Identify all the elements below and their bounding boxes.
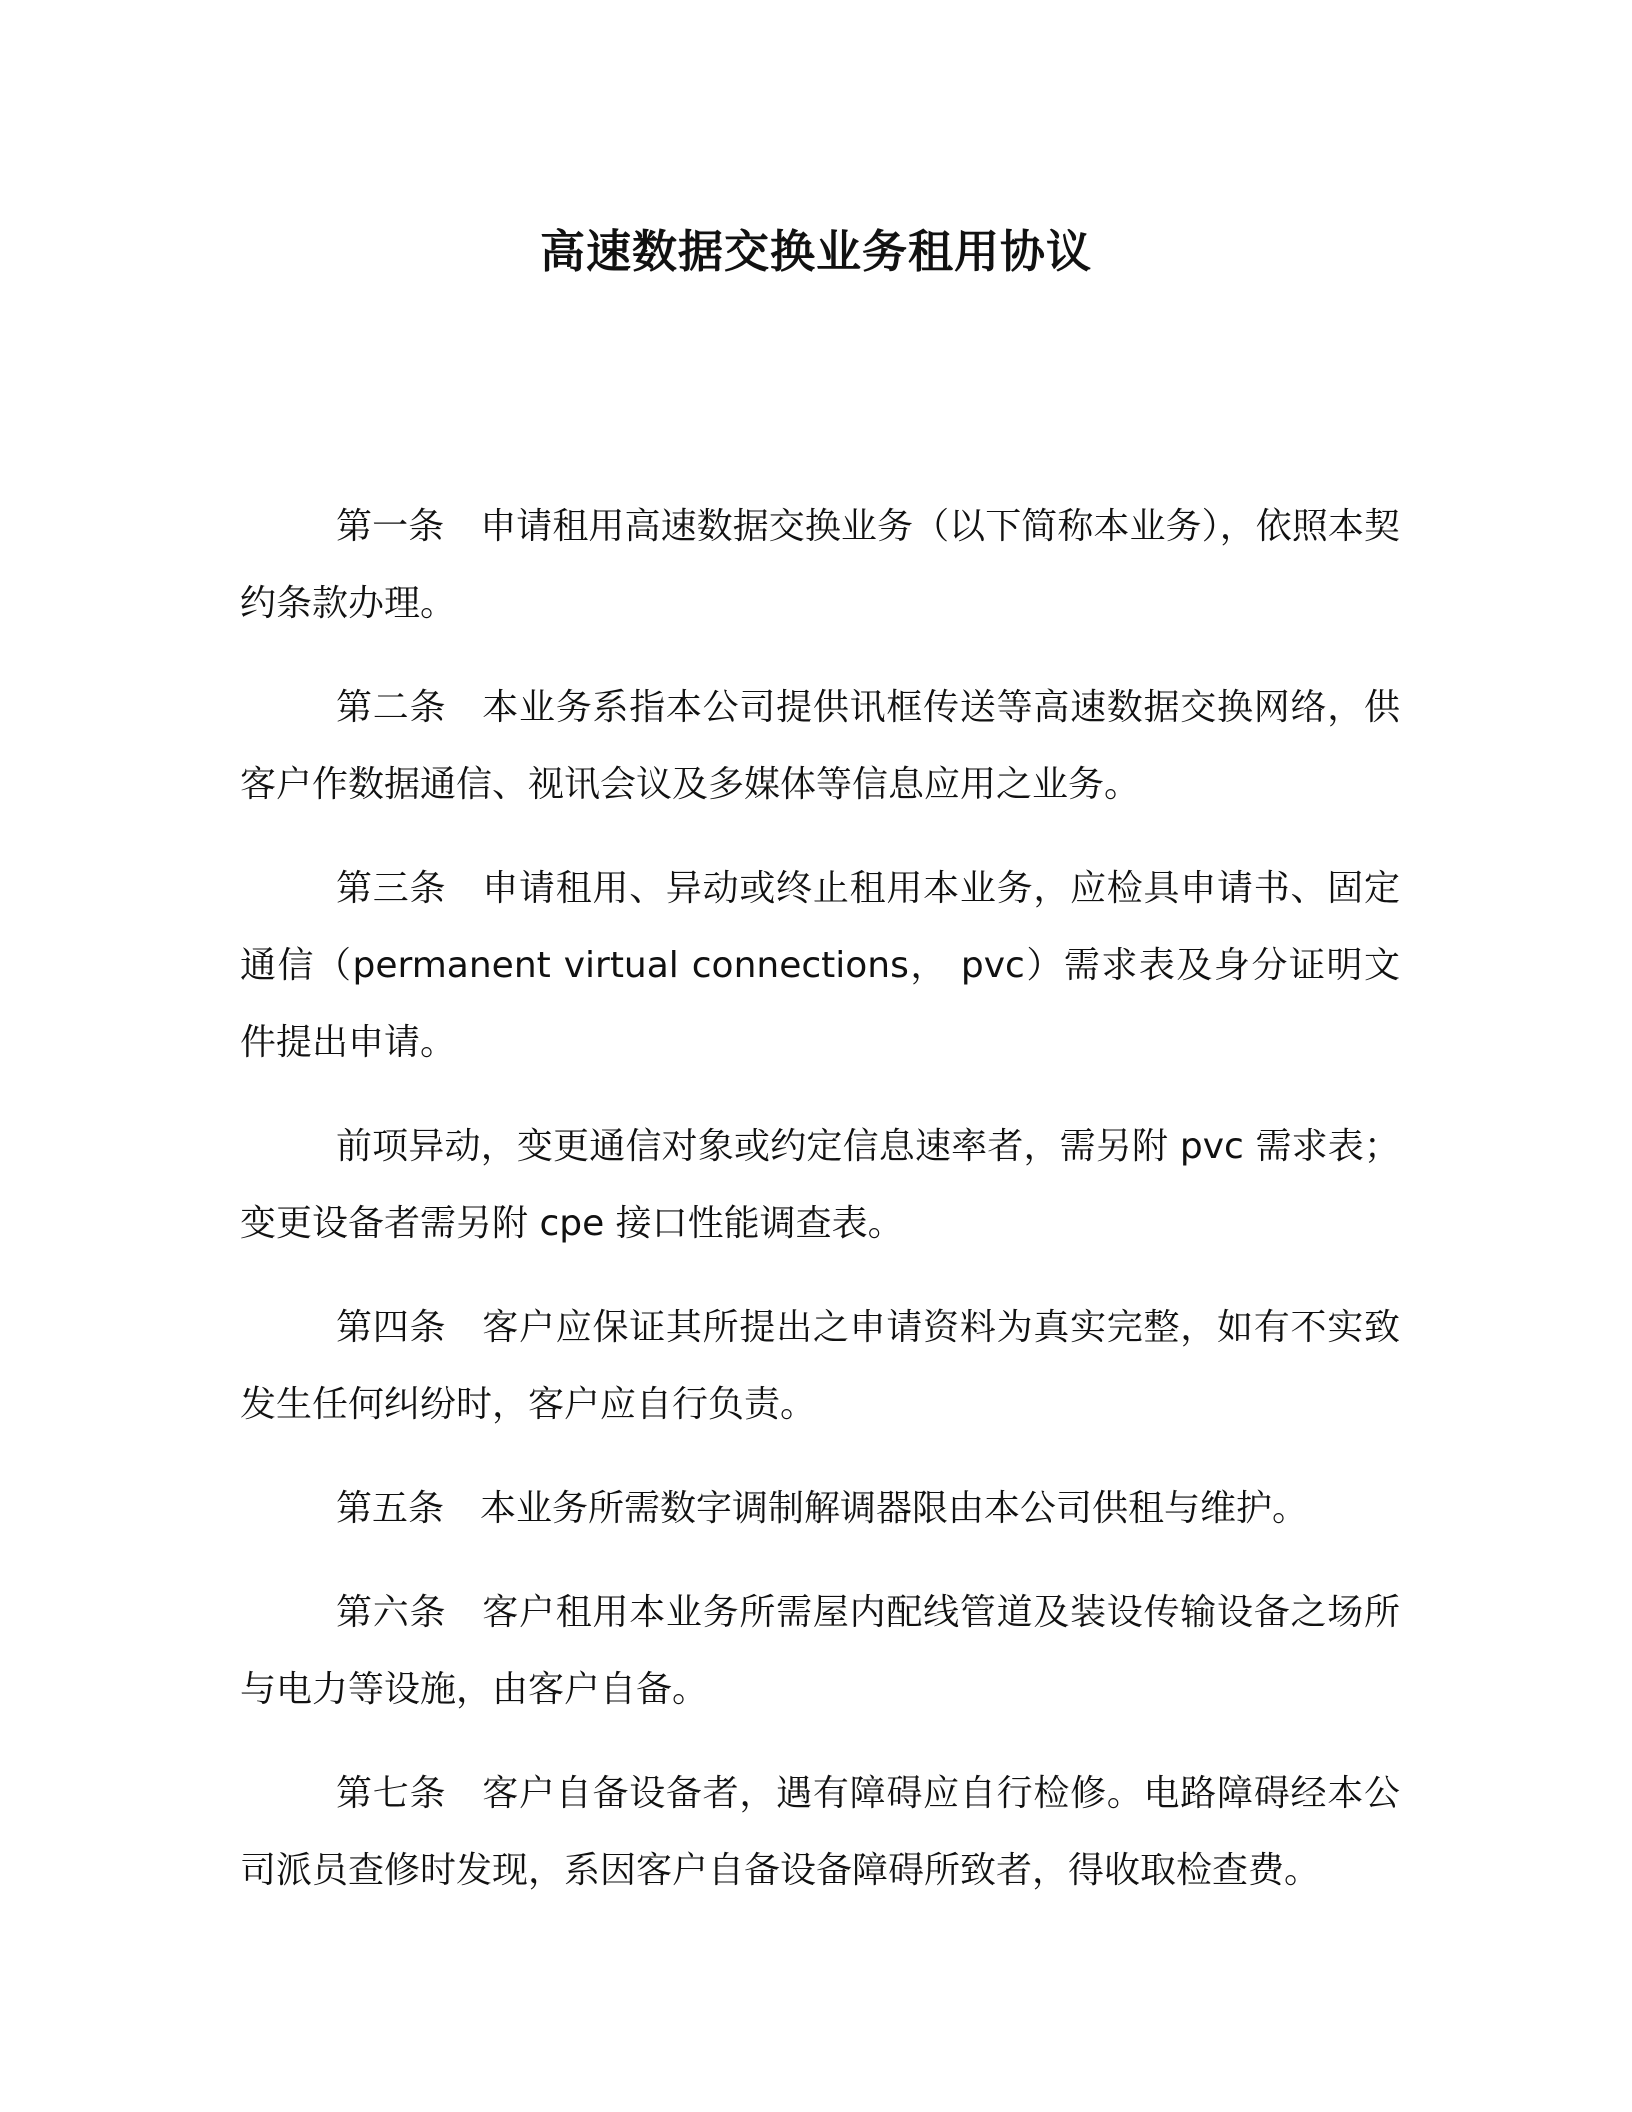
article-2: [240, 669, 1400, 823]
document-body: [240, 488, 1400, 1936]
article-4: [240, 1289, 1400, 1443]
article-number: 第三条: [336, 868, 447, 909]
article-number: 第二条: [336, 687, 447, 728]
article-number: 第四条: [336, 1307, 447, 1348]
article-text: 本业务系指本公司提供讯框传送等高速数据交换网络，供客户作数据通信、视讯会议及多媒体等信息应用之业务。: [240, 687, 1400, 805]
article-text: 申请租用高速数据交换业务（以下简称本业务），依照本契约条款办理。: [240, 506, 1400, 624]
article-number: 第一条: [336, 506, 445, 547]
document-title: 高速数据交换业务租用协议: [539, 225, 1092, 278]
article-text: 客户自备设备者，遇有障碍应自行检修。电路障碍经本公司派员查修时发现，系因客户自备设备障碍所致者，得收取检查费。: [240, 1773, 1400, 1891]
article-number: 第五条: [336, 1488, 445, 1529]
article-text: 客户应保证其所提出之申请资料为真实完整，如有不实致发生任何纠纷时，客户应自行负责。: [240, 1307, 1400, 1425]
article-7: [240, 1755, 1400, 1909]
article-text: 前项异动，变更通信对象或约定信息速率者，需另附 pvc 需求表；变更设备者需另附 cpe 接口性能调查表。: [240, 1126, 1400, 1244]
article-text: 申请租用、异动或终止租用本业务，应检具申请书、固定通信（permanent virtual connections， pvc）需求表及身分证明文件提出申请。: [240, 868, 1400, 1063]
article-3: [240, 850, 1400, 1081]
article-text: 本业务所需数字调制解调器限由本公司供租与维护。: [480, 1488, 1309, 1529]
article-number: 第六条: [336, 1592, 447, 1633]
article-6: [240, 1574, 1400, 1728]
article-5: [240, 1470, 1400, 1547]
article-text: 客户租用本业务所需屋内配线管道及装设传输设备之场所与电力等设施，由客户自备。: [240, 1592, 1400, 1710]
article-number: 第七条: [336, 1773, 447, 1814]
article-1: [240, 488, 1400, 642]
article-3-continuation: [240, 1108, 1400, 1262]
